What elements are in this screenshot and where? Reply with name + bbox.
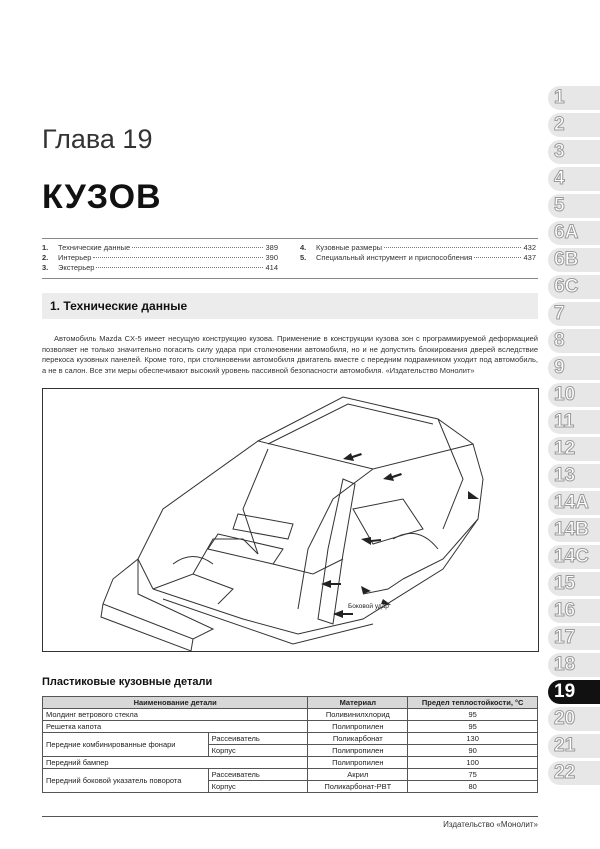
side-impact-callout: Боковой удар [348,603,389,610]
table-row [43,769,538,781]
chapter-tab[interactable]: 6C [548,275,600,299]
car-body-illustration [43,389,540,653]
toc-item-page: 437 [523,253,536,262]
chapter-tabs [548,86,600,788]
table-row [43,733,538,745]
footer-publisher: Издательство «Монолит» [443,820,538,829]
part-material: Поликарбонат-PBT [308,781,408,793]
table-row [43,757,538,769]
chapter-tab[interactable]: 11 [548,410,600,434]
chapter-tab[interactable]: 18 [548,653,600,677]
part-name: Передний боковой указатель поворота [43,769,209,793]
part-name: Решетка капота [43,721,308,733]
part-component: Корпус [208,745,308,757]
chapter-tab[interactable]: 1 [548,86,600,110]
toc-item-label: Специальный инструмент и приспособления [316,253,473,262]
part-temperature: 95 [408,721,538,733]
toc-leader [132,247,263,248]
table-row [43,721,538,733]
chapter-tab[interactable]: 16 [548,599,600,623]
section-header [42,293,538,319]
chapter-tab[interactable]: 17 [548,626,600,650]
toc-item-number: 3. [42,263,49,272]
toc-left-column [42,243,278,273]
chapter-tab[interactable]: 4 [548,167,600,191]
part-component: Корпус [208,781,308,793]
body-structure-figure [42,388,539,652]
table-row [43,709,538,721]
chapter-tab[interactable]: 13 [548,464,600,488]
toc-item[interactable] [300,243,536,253]
part-material: Поликарбонат [308,733,408,745]
section-title: 1. Технические данные [50,299,188,313]
toc-item-page: 432 [523,243,536,252]
part-temperature: 100 [408,757,538,769]
footer-rule [42,816,538,817]
chapter-tab[interactable]: 22 [548,761,600,785]
part-material: Поливинилхлорид [308,709,408,721]
chapter-tab[interactable]: 19 [548,680,600,704]
toc-leader [93,257,263,258]
toc-item-label: Технические данные [58,243,131,252]
toc-leader [384,247,521,248]
part-material: Полипропилен [308,745,408,757]
toc-item[interactable] [42,253,278,263]
column-header-part: Наименование детали [43,697,308,709]
part-temperature: 95 [408,709,538,721]
part-material: Полипропилен [308,757,408,769]
part-name: Передние комбинированные фонари [43,733,209,757]
table-header-row [43,697,538,709]
toc-item-page: 390 [265,253,278,262]
chapter-tab[interactable]: 10 [548,383,600,407]
column-header-material: Материал [308,697,408,709]
toc-item-number: 5. [300,253,307,262]
plastic-parts-table [42,696,538,793]
part-temperature: 80 [408,781,538,793]
chapter-tab[interactable]: 21 [548,734,600,758]
chapter-tab[interactable]: 6A [548,221,600,245]
column-header-temperature: Предел теплостойкости, °С [408,697,538,709]
part-name: Молдинг ветрового стекла [43,709,308,721]
chapter-label: Глава 19 [42,124,153,154]
toc-top-rule [42,238,538,239]
toc-right-column [300,243,536,263]
toc-item-page: 414 [265,263,278,272]
toc-item[interactable] [300,253,536,263]
part-name: Передний бампер [43,757,308,769]
chapter-tab[interactable]: 12 [548,437,600,461]
part-temperature: 75 [408,769,538,781]
chapter-tab[interactable]: 5 [548,194,600,218]
toc-item-label: Экстерьер [58,263,95,272]
toc-item-number: 4. [300,243,307,252]
toc-item-label: Интерьер [58,253,92,262]
chapter-tab[interactable]: 2 [548,113,600,137]
chapter-tab[interactable]: 14A [548,491,600,515]
part-temperature: 130 [408,733,538,745]
chapter-tab[interactable]: 3 [548,140,600,164]
chapter-tab[interactable]: 15 [548,572,600,596]
chapter-tab[interactable]: 6B [548,248,600,272]
chapter-tab[interactable]: 20 [548,707,600,731]
toc-item-page: 389 [265,243,278,252]
toc-item-number: 2. [42,253,49,262]
toc-item-label: Кузовные размеры [316,243,383,252]
part-temperature: 90 [408,745,538,757]
toc-item-number: 1. [42,243,49,252]
toc-item[interactable] [42,243,278,253]
part-component: Рассеиватель [208,769,308,781]
chapter-tab[interactable]: 8 [548,329,600,353]
toc-leader [474,257,521,258]
chapter-tab[interactable]: 14C [548,545,600,569]
chapter-tab[interactable]: 7 [548,302,600,326]
toc-bottom-rule [42,278,538,279]
toc-leader [96,267,263,268]
chapter-tab[interactable]: 14B [548,518,600,542]
part-material: Акрил [308,769,408,781]
part-material: Полипропилен [308,721,408,733]
plastic-parts-title: Пластиковые кузовные детали [42,676,213,688]
part-component: Рассеиватель [208,733,308,745]
toc-item[interactable] [42,263,278,273]
chapter-tab[interactable]: 9 [548,356,600,380]
page-title: КУЗОВ [42,178,162,216]
body-paragraph: Автомобиль Mazda CX-5 имеет несущую конструкцию кузова. Применение в конструкции кузова зон с программируемой деформацией позволяет не только значительно погасить силу удара при столкновении автомобиля, но и не допустить блокирования дверей вследствие перекоса кузовных панелей. Кроме того, при столкновении автомобиля двигатель вместе с передним подрамником уходит под автомобиль, а не в салон. Все эти меры обеспечивают высокий уровень пассивной безопасности автомобиля. «Издательство Монолит» [42,334,538,375]
